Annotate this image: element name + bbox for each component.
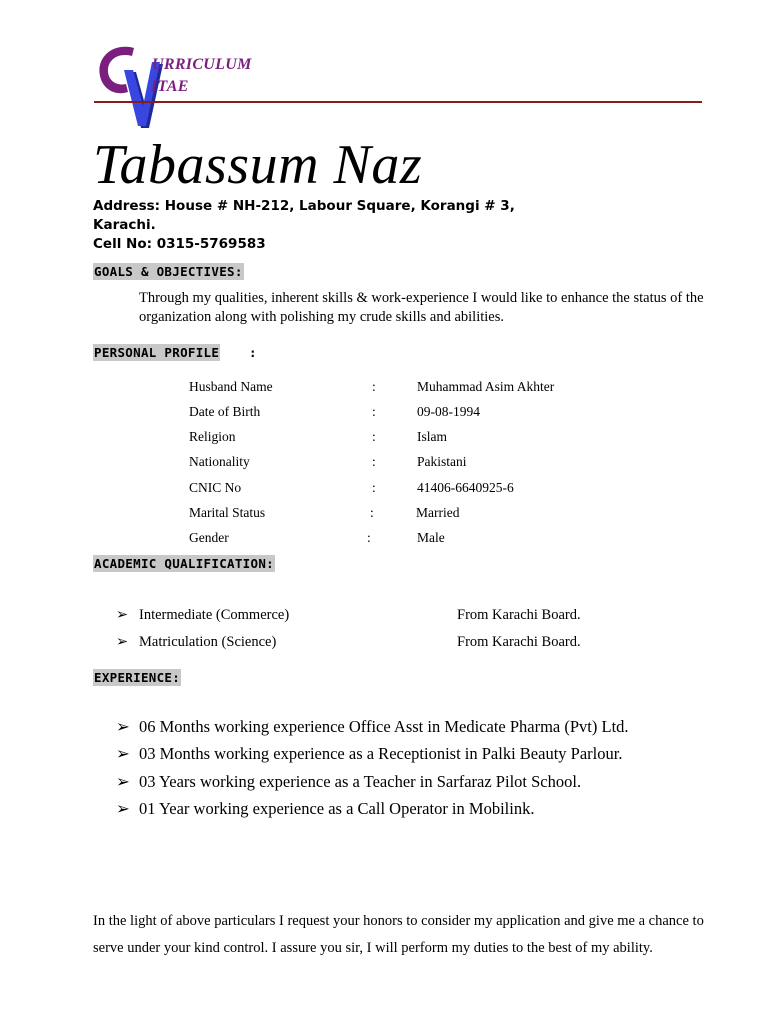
academic-item <box>116 632 716 652</box>
arrow-bullet-icon: ➢ <box>116 772 130 791</box>
profile-colon: : <box>372 429 376 444</box>
arrow-bullet-icon: ➢ <box>116 607 129 623</box>
experience-text: 06 Months working experience Office Asst in Medicate Pharma (Pvt) Ltd. <box>139 717 629 736</box>
profile-colon: : <box>372 379 376 394</box>
experience-text: 03 Months working experience as a Receptionist in Palki Beauty Parlour. <box>139 744 623 763</box>
profile-colon: : <box>370 505 374 520</box>
profile-label: Nationality <box>189 454 250 469</box>
profile-row <box>189 402 689 422</box>
profile-label: CNIC No <box>189 480 242 495</box>
address-line-2: Karachi. <box>93 217 156 233</box>
profile-colon: : <box>372 454 376 469</box>
profile-colon: : <box>372 480 376 495</box>
profile-row <box>189 427 689 447</box>
profile-colon: : <box>372 404 376 419</box>
profile-label: Date of Birth <box>189 404 261 419</box>
academic-board: From Karachi Board. <box>457 634 581 650</box>
profile-row <box>189 452 689 472</box>
profile-value: 09-08-1994 <box>417 404 480 419</box>
closing-paragraph: In the light of above particulars I request your honors to consider my application and give me a chance to serve under your kind control. I assure you sir, I will perform my duties to the best of my ability. <box>93 913 704 956</box>
logo-text-vitae: ITAE <box>151 78 189 95</box>
profile-value: Married <box>416 505 460 520</box>
profile-value: Islam <box>417 429 447 444</box>
header-divider <box>94 101 702 103</box>
profile-label: Husband Name <box>189 379 273 394</box>
arrow-bullet-icon: ➢ <box>116 717 130 736</box>
arrow-bullet-icon: ➢ <box>116 799 130 818</box>
section-heading-experience: EXPERIENCE: <box>94 670 181 685</box>
profile-label: Religion <box>189 429 236 444</box>
experience-item <box>116 771 736 793</box>
profile-colon: : <box>367 530 371 545</box>
arrow-bullet-icon: ➢ <box>116 744 130 763</box>
academic-qualification: Matriculation (Science) <box>139 634 277 650</box>
goals-text: Through my qualities, inherent skills & work-experience I would like to enhance the status of the organization along with polishing my crude skills and abilities. <box>139 290 704 325</box>
section-heading-goals: GOALS & OBJECTIVES: <box>94 264 243 279</box>
academic-qualification: Intermediate (Commerce) <box>139 607 290 623</box>
experience-text: 01 Year working experience as a Call Operator in Mobilink. <box>139 799 535 818</box>
experience-item <box>116 798 736 820</box>
address-line-1: Address: House # NH-212, Labour Square, Korangi # 3, <box>93 198 515 214</box>
arrow-bullet-icon: ➢ <box>116 634 129 650</box>
academic-item <box>116 605 716 625</box>
section-heading-personal-colon: : <box>249 345 257 360</box>
section-heading-personal-profile: PERSONAL PROFILE <box>94 345 220 360</box>
experience-text: 03 Years working experience as a Teacher in Sarfaraz Pilot School. <box>139 772 582 791</box>
profile-row <box>189 377 689 397</box>
profile-label: Gender <box>189 530 229 545</box>
candidate-name: Tabassum Naz <box>93 134 423 196</box>
profile-row <box>189 503 689 523</box>
cell-number: Cell No: 0315-5769583 <box>93 236 266 252</box>
academic-board: From Karachi Board. <box>457 607 581 623</box>
profile-value: Pakistani <box>417 454 467 469</box>
profile-label: Marital Status <box>189 505 266 520</box>
logo-text-curriculum: URRICULUM <box>152 56 252 73</box>
profile-value: Muhammad Asim Akhter <box>417 379 555 394</box>
experience-item <box>116 743 736 765</box>
profile-row <box>189 478 689 498</box>
section-heading-academic: ACADEMIC QUALIFICATION: <box>94 556 274 571</box>
profile-row <box>189 528 689 548</box>
cv-logo <box>94 40 314 130</box>
profile-value: Male <box>417 530 445 545</box>
experience-item <box>116 716 736 738</box>
profile-value: 41406-6640925-6 <box>417 480 514 495</box>
